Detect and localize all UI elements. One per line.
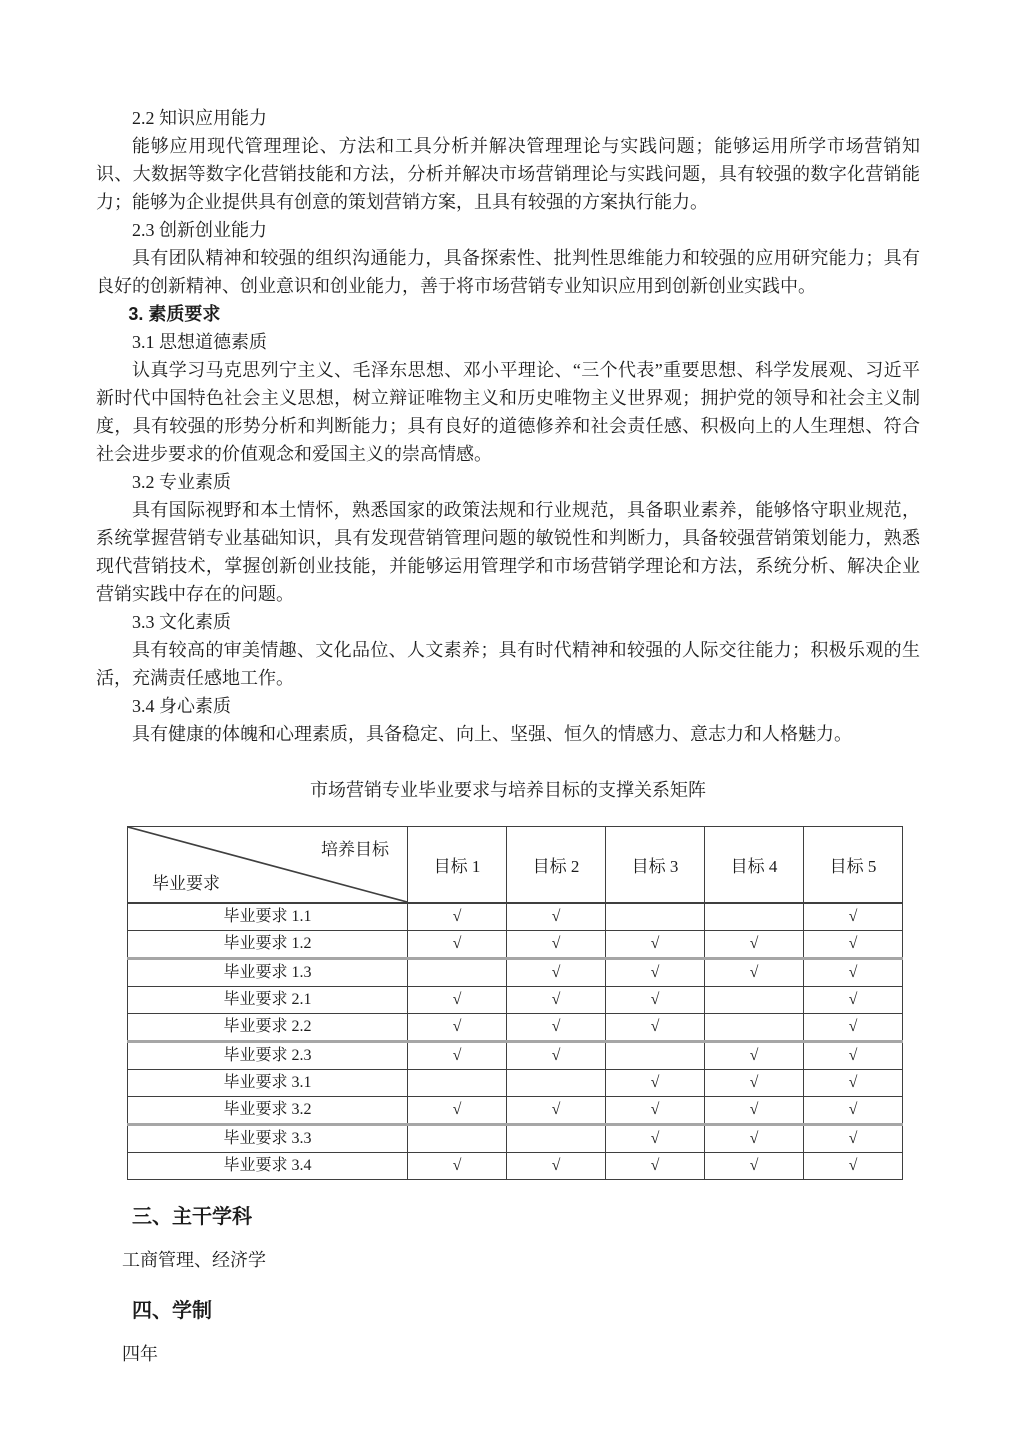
check-mark-cell: √ [507, 959, 606, 987]
paragraph: 具有国际视野和本土情怀，熟悉国家的政策法规和行业规范，具备职业素养，能够恪守职业规范，系统掌握营销专业基础知识，具有发现营销管理问题的敏锐性和判断力，具备较强营销策划能力，熟悉现代营销技术，掌握创新创业技能，并能够运用管理学和市场营销学理论和方法，系统分析、解决企业营销实践中存在的问题。 [96, 500, 920, 604]
corner-label-objectives: 培养目标 [321, 840, 389, 859]
empty-cell [705, 1014, 804, 1042]
check-mark-cell: √ [408, 1042, 507, 1070]
column-header-goal-4: 目标 4 [705, 827, 804, 904]
table-row [128, 1125, 903, 1153]
check-mark-cell: √ [705, 1042, 804, 1070]
check-mark-cell: √ [408, 1014, 507, 1042]
footer-paragraph: 四年 [122, 1344, 158, 1364]
check-mark-cell: √ [804, 931, 903, 959]
table-title: 市场营销专业毕业要求与培养目标的支撑关系矩阵 [310, 780, 706, 800]
check-mark-cell: √ [507, 987, 606, 1014]
section-heading: 3.2 专业素质 [132, 472, 231, 492]
column-header-goal-1: 目标 1 [408, 827, 507, 904]
check-mark-cell: √ [705, 1153, 804, 1180]
check-mark-cell: √ [606, 1097, 705, 1125]
table-row [128, 903, 903, 931]
row-label: 毕业要求 2.1 [128, 987, 408, 1014]
major-heading: 三、主干学科 [132, 1206, 252, 1228]
check-mark-cell: √ [507, 903, 606, 931]
check-mark-cell: √ [408, 903, 507, 931]
column-header-goal-2: 目标 2 [507, 827, 606, 904]
check-mark-cell: √ [606, 1014, 705, 1042]
empty-cell [408, 1070, 507, 1097]
check-mark-cell: √ [507, 1042, 606, 1070]
empty-cell [507, 1125, 606, 1153]
matrix-body [128, 903, 903, 1180]
check-mark-cell: √ [507, 1097, 606, 1125]
row-label: 毕业要求 2.3 [128, 1042, 408, 1070]
matrix-table-block [96, 776, 920, 1180]
paragraph: 具有健康的体魄和心理素质，具备稳定、向上、坚强、恒久的情感力、意志力和人格魅力。 [132, 724, 852, 744]
section-heading: 2.2 知识应用能力 [132, 108, 267, 128]
check-mark-cell: √ [606, 959, 705, 987]
table-row [128, 1042, 903, 1070]
check-mark-cell: √ [408, 987, 507, 1014]
table-row [128, 959, 903, 987]
paragraph: 具有较高的审美情趣、文化品位、人文素养；具有时代精神和较强的人际交往能力；积极乐观的生活，充满责任感地工作。 [96, 640, 920, 688]
major-heading: 四、学制 [132, 1300, 212, 1322]
check-mark-cell: √ [606, 931, 705, 959]
check-mark-cell: √ [804, 1014, 903, 1042]
paragraph: 具有团队精神和较强的组织沟通能力，具备探索性、批判性思维能力和较强的应用研究能力；具有良好的创新精神、创业意识和创业能力，善于将市场营销专业知识应用到创新创业实践中。 [96, 248, 920, 296]
paragraph: 认真学习马克思列宁主义、毛泽东思想、邓小平理论、“三个代表”重要思想、科学发展观、习近平新时代中国特色社会主义思想，树立辩证唯物主义和历史唯物主义世界观；拥护党的领导和社会主义制度，具有较强的形势分析和判断能力；具有良好的道德修养和社会责任感、积极向上的人生理想、符合社会进步要求的价值观念和爱国主义的崇高情感。 [96, 360, 920, 464]
row-label: 毕业要求 2.2 [128, 1014, 408, 1042]
row-label: 毕业要求 1.2 [128, 931, 408, 959]
check-mark-cell: √ [705, 1097, 804, 1125]
table-row [128, 1070, 903, 1097]
check-mark-cell: √ [804, 1153, 903, 1180]
check-mark-cell: √ [606, 1153, 705, 1180]
check-mark-cell: √ [507, 931, 606, 959]
table-header-row [128, 827, 903, 904]
corner-label-requirements: 毕业要求 [152, 874, 220, 893]
row-label: 毕业要求 1.3 [128, 959, 408, 987]
check-mark-cell: √ [804, 1097, 903, 1125]
corner-cell [128, 827, 408, 904]
section-heading: 2.3 创新创业能力 [132, 220, 267, 240]
check-mark-cell: √ [705, 1070, 804, 1097]
row-label: 毕业要求 3.2 [128, 1097, 408, 1125]
section-heading: 3. 素质要求 [128, 304, 221, 324]
table-row [128, 1097, 903, 1125]
row-label: 毕业要求 3.4 [128, 1153, 408, 1180]
table-row [128, 987, 903, 1014]
paragraph: 能够应用现代管理理论、方法和工具分析并解决管理理论与实践问题；能够运用所学市场营销知识、大数据等数字化营销技能和方法，分析并解决市场营销理论与实践问题，具有较强的数字化营销能力；能够为企业提供具有创意的策划营销方案，且具有较强的方案执行能力。 [96, 136, 920, 212]
check-mark-cell: √ [408, 931, 507, 959]
footer-sections [96, 1204, 920, 1368]
empty-cell [705, 987, 804, 1014]
check-mark-cell: √ [804, 1042, 903, 1070]
section-heading: 3.4 身心素质 [132, 696, 231, 716]
empty-cell [606, 903, 705, 931]
check-mark-cell: √ [507, 1153, 606, 1180]
table-row [128, 1153, 903, 1180]
check-mark-cell: √ [804, 903, 903, 931]
footer-paragraph: 工商管理、经济学 [122, 1250, 266, 1270]
row-label: 毕业要求 3.1 [128, 1070, 408, 1097]
section-heading: 3.1 思想道德素质 [132, 332, 267, 352]
support-matrix-table [127, 826, 903, 1180]
empty-cell [705, 903, 804, 931]
check-mark-cell: √ [804, 987, 903, 1014]
check-mark-cell: √ [804, 959, 903, 987]
row-label: 毕业要求 1.1 [128, 903, 408, 931]
column-header-goal-3: 目标 3 [606, 827, 705, 904]
check-mark-cell: √ [804, 1125, 903, 1153]
check-mark-cell: √ [408, 1153, 507, 1180]
body-sections [96, 104, 920, 748]
check-mark-cell: √ [705, 931, 804, 959]
empty-cell [507, 1070, 606, 1097]
check-mark-cell: √ [507, 1014, 606, 1042]
empty-cell [606, 1042, 705, 1070]
table-row [128, 1014, 903, 1042]
check-mark-cell: √ [408, 1097, 507, 1125]
check-mark-cell: √ [606, 987, 705, 1014]
check-mark-cell: √ [606, 1070, 705, 1097]
check-mark-cell: √ [804, 1070, 903, 1097]
table-row [128, 931, 903, 959]
empty-cell [408, 959, 507, 987]
check-mark-cell: √ [606, 1125, 705, 1153]
section-heading: 3.3 文化素质 [132, 612, 231, 632]
check-mark-cell: √ [705, 1125, 804, 1153]
row-label: 毕业要求 3.3 [128, 1125, 408, 1153]
document-content [96, 104, 920, 1368]
check-mark-cell: √ [705, 959, 804, 987]
empty-cell [408, 1125, 507, 1153]
column-header-goal-5: 目标 5 [804, 827, 903, 904]
